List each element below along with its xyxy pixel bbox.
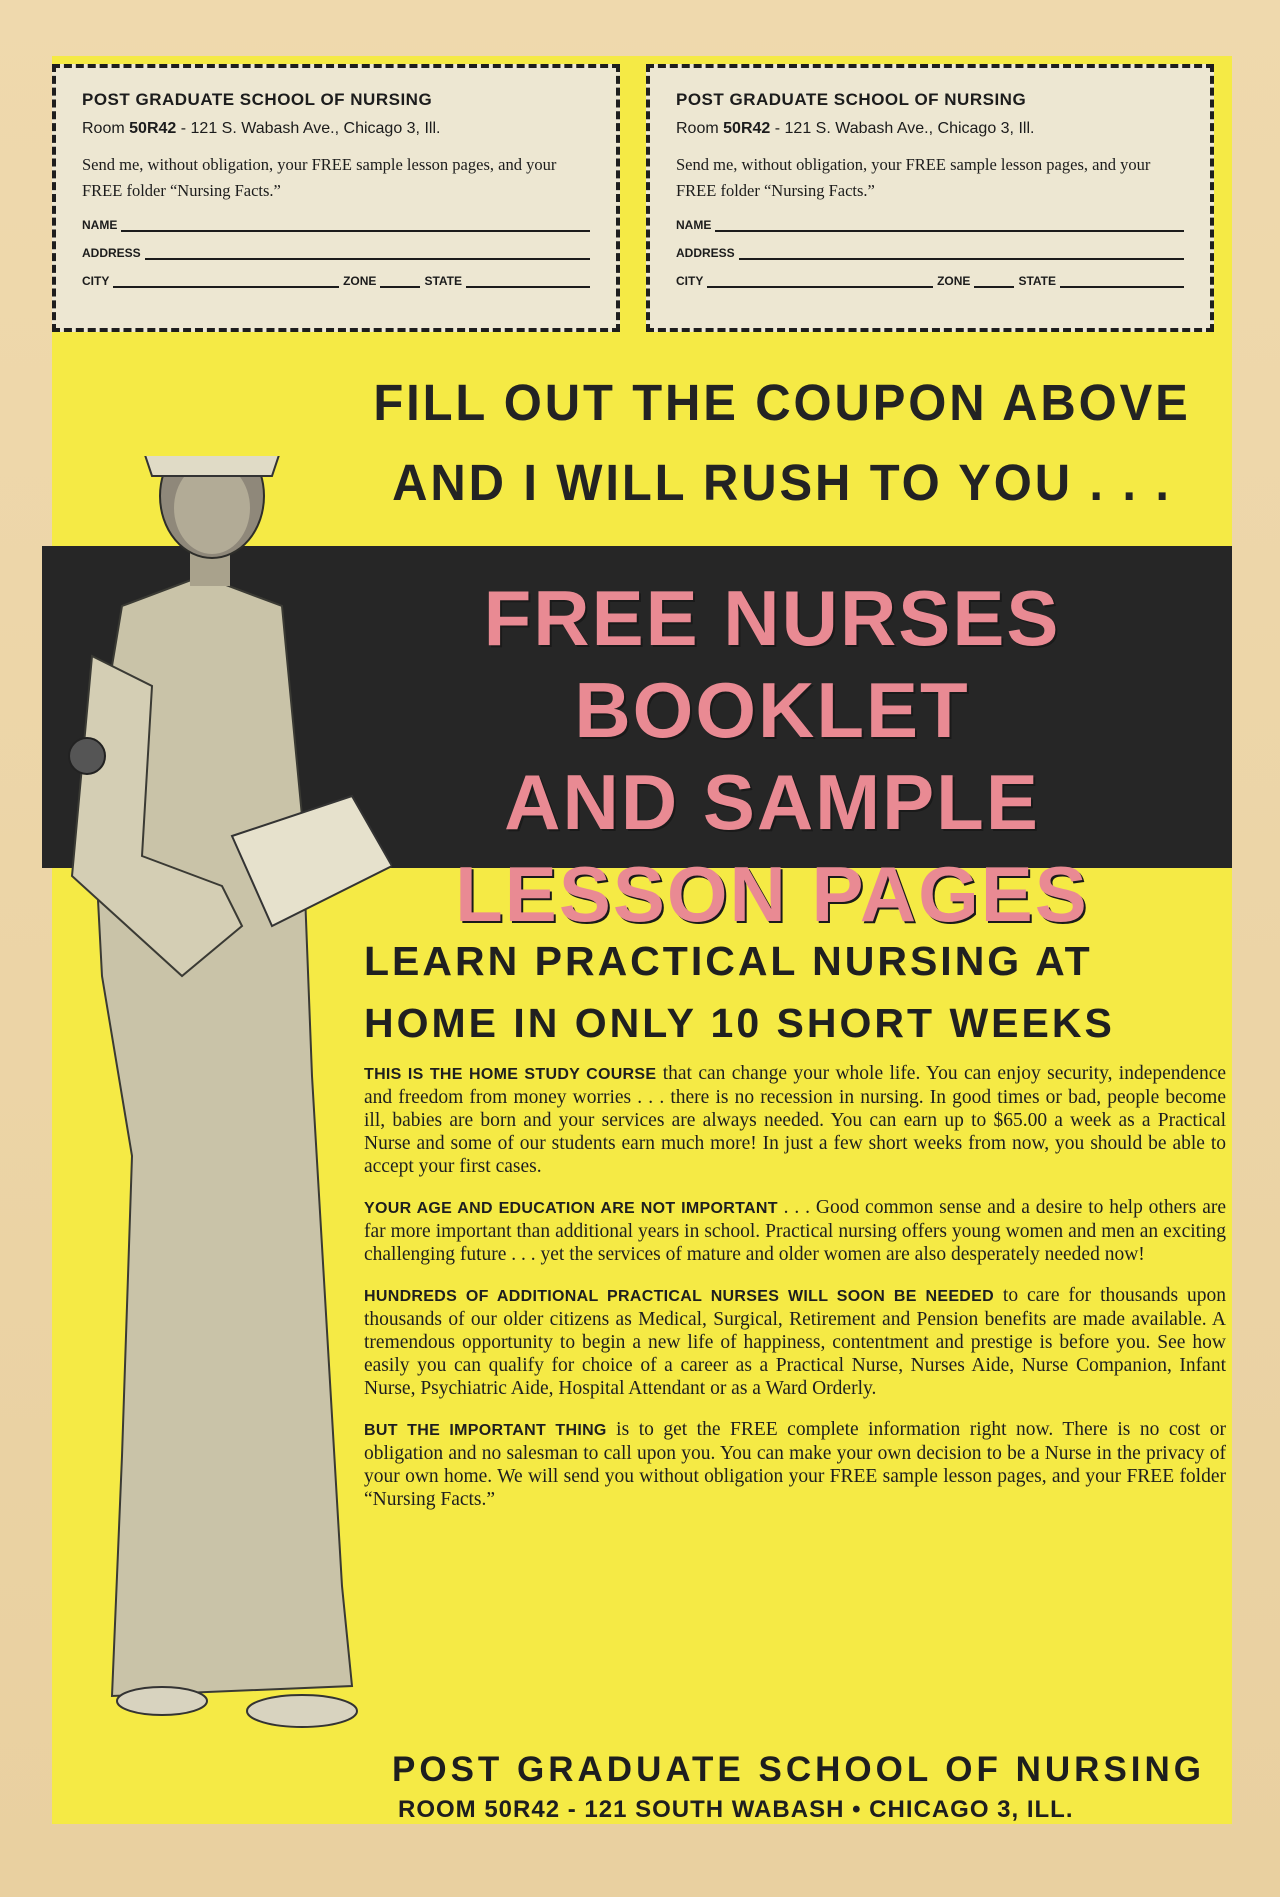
banner-line-2: AND SAMPLE (504, 758, 1040, 846)
state-field[interactable] (1060, 274, 1184, 288)
body-copy (364, 1062, 1226, 1529)
subheadline-line-1: LEARN PRACTICAL NURSING AT (364, 938, 1093, 984)
footer-school-name: POST GRADUATE SCHOOL OF NURSING (392, 1750, 1206, 1789)
paragraph (364, 1418, 1226, 1511)
city-label: CITY (82, 274, 110, 288)
coupon-school-name: POST GRADUATE SCHOOL OF NURSING (676, 90, 1027, 109)
paragraph-text: is to get the FREE complete information right now. There is no cost or obligation and no salesman to call upon you. You can make your own decision to be a Nurse in the privacy of your own home. We will send you without obligation your FREE sample lesson pages, and your FREE folder “Nursing Facts.” (364, 1419, 1226, 1510)
state-field[interactable] (466, 274, 590, 288)
paragraph-lead: THIS IS THE HOME STUDY COURSE (364, 1066, 657, 1083)
coupon-address (82, 120, 594, 138)
headline-line-2: AND I WILL RUSH TO YOU . . . (392, 454, 1172, 511)
coupon-room-prefix: Room (676, 120, 719, 137)
state-label: STATE (1018, 274, 1056, 288)
coupon-address (676, 120, 1188, 138)
name-label: NAME (676, 218, 712, 232)
zone-field[interactable] (380, 274, 420, 288)
state-label: STATE (424, 274, 462, 288)
city-field[interactable] (113, 274, 339, 288)
coupon-left[interactable] (52, 64, 620, 332)
city-label: CITY (676, 274, 704, 288)
coupon-right[interactable] (646, 64, 1214, 332)
nurse-cap-icon (142, 456, 282, 476)
coupon-room-code: 50R42 (723, 120, 771, 137)
coupon-school-name: POST GRADUATE SCHOOL OF NURSING (82, 90, 433, 109)
coupon-room-code: 50R42 (129, 120, 177, 137)
banner-line-1: FREE NURSES BOOKLET (483, 574, 1061, 754)
name-label: NAME (82, 218, 118, 232)
paragraph-lead: HUNDREDS OF ADDITIONAL PRACTICAL NURSES WILL SOON BE NEEDED (364, 1288, 994, 1305)
coupon-room-prefix: Room (82, 120, 125, 137)
name-field[interactable] (715, 218, 1184, 232)
zone-label: ZONE (937, 274, 971, 288)
subheadline (364, 930, 1224, 1054)
coupon-street: - 121 S. Wabash Ave., Chicago 3, Ill. (774, 120, 1035, 137)
paragraph-lead: BUT THE IMPORTANT THING (364, 1422, 607, 1439)
city-field[interactable] (707, 274, 933, 288)
address-label: ADDRESS (82, 246, 141, 260)
zone-label: ZONE (343, 274, 377, 288)
nurse-illustration (52, 456, 392, 1786)
headline-line-1: FILL OUT THE COUPON ABOVE (373, 374, 1191, 431)
coupon-name-row (676, 215, 1188, 232)
coupon-name-row (82, 215, 594, 232)
paragraph-text: . . . Good common sense and a desire to help others are far more important than additional years in school. Practical nursing offers young women and men an exciting challenging future . . . yet the services of mature and older women are also desperately needed now! (364, 1197, 1227, 1265)
coupon-address-row (676, 243, 1188, 260)
nursing-advertisement (52, 56, 1232, 1824)
paragraph (364, 1196, 1226, 1266)
coupon-city-row (82, 271, 594, 288)
paragraph-text: that can change your whole life. You can enjoy security, independence and freedom from money worries . . . there is no recession in nursing. In good times or bad, people become ill, babies are born and your services are always needed. You can earn up to $65.00 a week as a Practical Nurse and some of our students earn much more! In just a few short weeks from now, you should be able to accept your first cases. (364, 1063, 1227, 1177)
paragraph (364, 1062, 1226, 1178)
paragraph-lead: YOUR AGE AND EDUCATION ARE NOT IMPORTANT (364, 1200, 778, 1217)
name-field[interactable] (121, 218, 590, 232)
arm-patch-icon (69, 738, 105, 774)
coupon-request-text: Send me, without obligation, your FREE sample lesson pages, and your FREE folder “Nursing Facts.” (676, 155, 1151, 200)
coupon-street: - 121 S. Wabash Ave., Chicago 3, Ill. (180, 120, 441, 137)
address-field[interactable] (145, 246, 590, 260)
banner-line-3: LESSON PAGES (455, 850, 1089, 938)
paragraph (364, 1284, 1226, 1400)
footer-address: ROOM 50R42 - 121 SOUTH WABASH • CHICAGO 3, ILL. (398, 1796, 1074, 1823)
coupon-address-row (82, 243, 594, 260)
banner-text (332, 572, 1212, 940)
zone-field[interactable] (974, 274, 1014, 288)
coupon-city-row (676, 271, 1188, 288)
address-label: ADDRESS (676, 246, 735, 260)
paragraph-text: to care for thousands upon thousands of our older citizens as Medical, Surgical, Retirement and Pension benefits are made available. A tremendous opportunity to begin a new life of happiness, contentment and prestige is before you. See how easily you can qualify for choice of a career as a Practical Nurse, Nurses Aide, Nurse Companion, Infant Nurse, Psychiatric Aide, Hospital Attendant or as a Ward Orderly. (364, 1285, 1226, 1399)
subheadline-line-2: HOME IN ONLY 10 SHORT WEEKS (364, 1000, 1115, 1046)
coupon-request-text: Send me, without obligation, your FREE sample lesson pages, and your FREE folder “Nursing Facts.” (82, 155, 557, 200)
address-field[interactable] (739, 246, 1184, 260)
